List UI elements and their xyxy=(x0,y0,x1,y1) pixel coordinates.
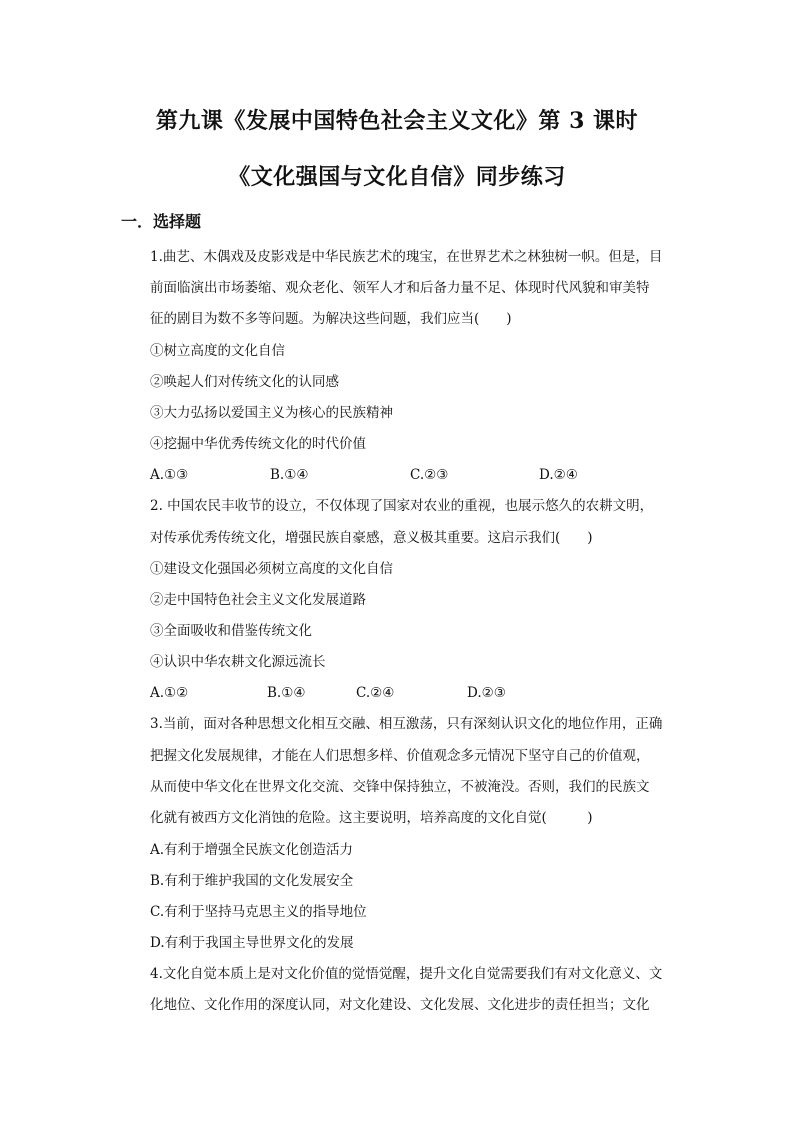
question-3-line-1: 3.当前，面对各种思想文化相互交融、相互激荡，只有深刻认识文化的地位作用，正确 xyxy=(150,716,663,732)
question-1-option-b: B.①④ xyxy=(270,467,309,483)
question-1-item-2: ②唤起人们对传统文化的认同感 xyxy=(150,374,339,390)
question-2-option-c: C.②④ xyxy=(356,685,395,701)
question-1-item-3: ③大力弘扬以爱国主义为核心的民族精神 xyxy=(150,405,393,421)
question-4-line-2: 化地位、文化作用的深度认同，对文化建设、文化发展、文化进步的责任担当；文化 xyxy=(150,997,650,1013)
question-1-line-3: 征的剧目为数不多等问题。为解决这些问题，我们应当( ) xyxy=(150,311,512,327)
question-2-line-2: 对传承优秀传统文化，增强民族自豪感，意义极其重要。这启示我们( ) xyxy=(150,530,593,546)
question-3-option-b: B.有利于维护我国的文化发展安全 xyxy=(150,873,354,889)
question-3-option-c: C.有利于坚持马克思主义的指导地位 xyxy=(150,904,367,920)
question-3-line-2: 把握文化发展规律，才能在人们思想多样、价值观念多元情况下坚守自己的价值观， xyxy=(150,748,650,764)
question-2-item-3: ③全面吸收和借鉴传统文化 xyxy=(150,623,312,639)
question-1-option-a: A.①③ xyxy=(150,467,189,483)
question-3-option-d: D.有利于我国主导世界文化的发展 xyxy=(150,935,354,951)
question-3-line-3: 从而使中华文化在世界文化交流、交锋中保持独立，不被淹没。否则，我们的民族文 xyxy=(150,779,650,795)
page-subtitle: 《文化强国与文化自信》同步练习 xyxy=(228,164,566,190)
question-2-line-1: 2. 中国农民丰收节的设立，不仅体现了国家对农业的重视，也展示悠久的农耕文明， xyxy=(150,498,654,514)
question-3-line-4: 化就有被西方文化消蚀的危险。这主要说明，培养高度的文化自觉( ) xyxy=(150,810,593,826)
section-heading: 一．选择题 xyxy=(121,212,202,231)
question-2-item-4: ④认识中华农耕文化源远流长 xyxy=(150,654,326,670)
question-2-item-1: ①建设文化强国必须树立高度的文化自信 xyxy=(150,561,393,577)
question-1-line-1: 1.曲艺、木偶戏及皮影戏是中华民族艺术的瑰宝，在世界艺术之林独树一帜。但是，目 xyxy=(150,249,663,265)
question-2-option-a: A.①② xyxy=(150,685,189,701)
question-1-option-c: C.②③ xyxy=(410,467,449,483)
question-2-option-b: B.①④ xyxy=(267,685,306,701)
question-1-item-4: ④挖掘中华优秀传统文化的时代价值 xyxy=(150,436,366,452)
question-1-line-2: 前面临演出市场萎缩、观众老化、领军人才和后备力量不足、体现时代风貌和审美特 xyxy=(150,280,650,296)
page-title: 第九课《发展中国特色社会主义文化》第 3 课时 xyxy=(155,108,639,134)
question-2-option-d: D.②③ xyxy=(467,685,506,701)
question-1-item-1: ①树立高度的文化自信 xyxy=(150,343,285,359)
question-1-option-d: D.②④ xyxy=(539,467,578,483)
question-3-option-a: A.有利于增强全民族文化创造活力 xyxy=(150,842,354,858)
question-2-item-2: ②走中国特色社会主义文化发展道路 xyxy=(150,592,366,608)
question-4-line-1: 4.文化自觉本质上是对文化价值的觉悟觉醒，提升文化自觉需要我们有对文化意义、文 xyxy=(150,966,663,982)
